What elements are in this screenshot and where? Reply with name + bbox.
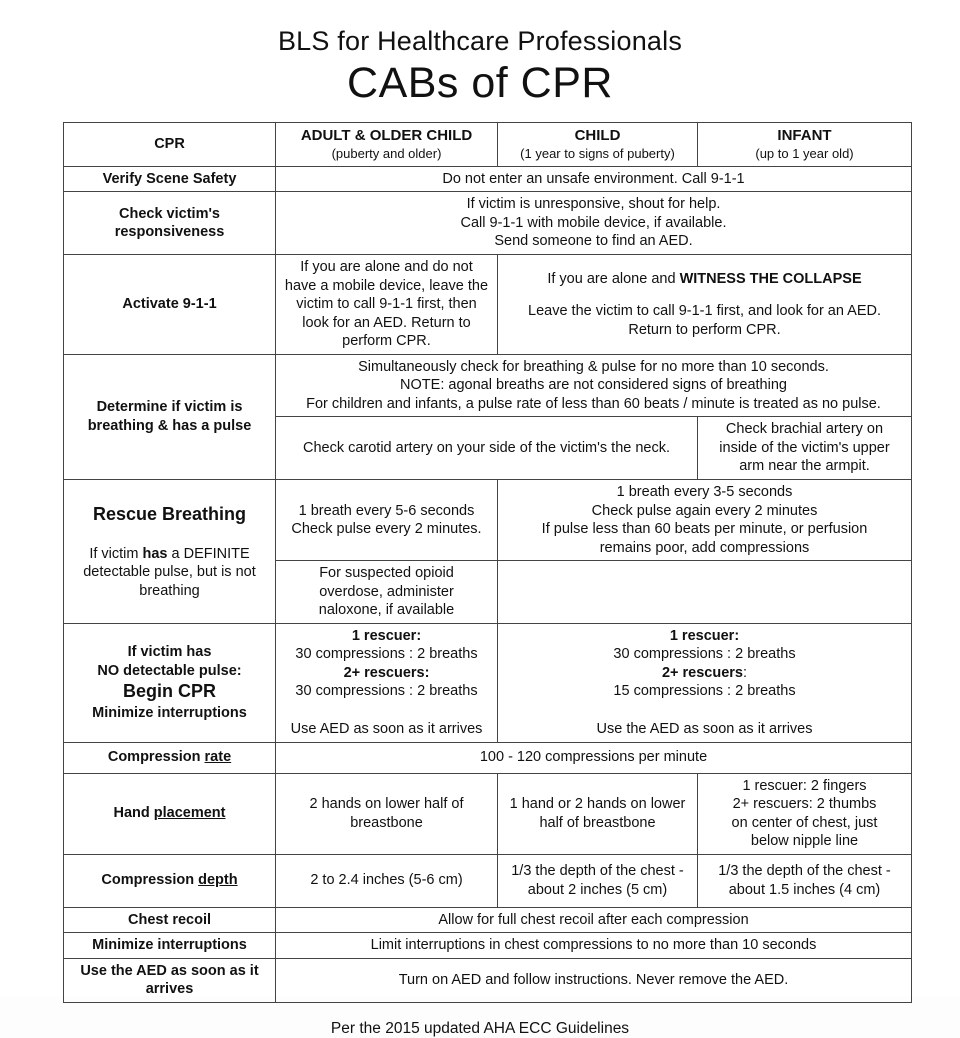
row-verify-scene-safety <box>64 166 912 192</box>
begin-cpr-ci-aed: Use the AED as soon as it arrives <box>596 721 813 738</box>
depth-adult-content: 2 to 2.4 inches (5-6 cm) <box>276 854 498 907</box>
begin-cpr-adult-r1: 30 compressions : 2 breaths <box>295 646 478 663</box>
rescue-ci-line2: Check pulse again every 2 minutes <box>591 502 818 519</box>
recoil-content: Allow for full chest recoil after each compression <box>276 907 912 933</box>
hand-infant-line4: below nipple line <box>750 833 859 850</box>
rescue-child-infant-empty-cell <box>498 561 912 624</box>
guidelines-footnote: Per the 2015 updated AHA ECC Guidelines <box>330 1019 630 1037</box>
verify-content: Do not enter an unsafe environment. Call 9-1-1 <box>276 166 912 192</box>
activate-ci-line1-prefix: If you are alone and <box>547 270 680 287</box>
begin-cpr-label-line2-bold: NO <box>97 662 120 679</box>
header-infant-sub: (up to 1 year old) <box>755 146 854 162</box>
determine-label <box>64 354 276 479</box>
row-minimize-interruptions <box>64 933 912 959</box>
rescue-label <box>64 480 276 624</box>
activate-ci-line3: Return to perform CPR. <box>628 321 781 338</box>
rate-label <box>64 742 276 773</box>
rescue-adult-bottom-line1: For suspected opioid <box>319 565 454 582</box>
activate-adult-text: If you are alone and do not have a mobile device, leave the victim to call 9-1-1 first, then look for an AED. Return to perform CPR. <box>284 259 489 350</box>
row-chest-recoil <box>64 907 912 933</box>
aed-content: Turn on AED and follow instructions. Never remove the AED. <box>276 958 912 1002</box>
header-infant <box>698 123 912 167</box>
begin-cpr-label-line3: Begin CPR <box>122 681 216 702</box>
begin-cpr-adult-r2-bold: 2+ rescuers: <box>343 664 430 681</box>
activate-ci-line1-bold: WITNESS THE COLLAPSE <box>679 270 862 287</box>
responsiveness-line2: Call 9-1-1 with mobile device, if available. <box>460 214 727 231</box>
hand-infant-content <box>698 773 912 854</box>
hand-adult-text: 2 hands on lower half of breastbone <box>309 796 464 831</box>
hand-label <box>64 773 276 854</box>
begin-cpr-ci-r2: 15 compressions : 2 breaths <box>613 683 796 700</box>
depth-infant-content <box>698 854 912 907</box>
rescue-adult-top-content <box>276 480 498 561</box>
begin-cpr-ci-r1: 30 compressions : 2 breaths <box>613 646 796 663</box>
aed-label-text: Use the AED as soon as it arrives <box>80 962 259 998</box>
header-adult <box>276 123 498 167</box>
rescue-ci-line4: remains poor, add compressions <box>599 539 810 556</box>
rescue-adult-top-line2: Check pulse every 2 minutes. <box>291 521 482 538</box>
determine-label-line2: breathing & has a pulse <box>87 417 252 434</box>
begin-cpr-adult-content <box>276 623 498 742</box>
determine-label-line1: Determine if victim is <box>96 399 243 416</box>
row-begin-cpr <box>64 623 912 742</box>
begin-cpr-label-line2 <box>70 662 269 681</box>
activate-ci-line1 <box>504 270 905 289</box>
depth-label-prefix: Compression <box>101 872 199 889</box>
rescue-label-l1b: has <box>142 545 168 562</box>
hand-child-content <box>498 773 698 854</box>
depth-label <box>64 854 276 907</box>
row-determine-breathing-top <box>64 354 912 417</box>
recoil-label: Chest recoil <box>64 907 276 933</box>
begin-cpr-ci-r2-bold: 2+ rescuers <box>661 664 743 681</box>
determine-all-line2: NOTE: agonal breaths are not considered signs of breathing <box>400 377 787 394</box>
row-hand-placement <box>64 773 912 854</box>
document-title: BLS for Healthcare Professionals <box>277 26 683 56</box>
header-child <box>498 123 698 167</box>
minimize-label: Minimize interruptions <box>64 933 276 959</box>
header-infant-title: INFANT <box>777 127 832 144</box>
cpr-table <box>63 122 912 1003</box>
depth-child-content <box>498 854 698 907</box>
hand-label-underlined: placement <box>153 805 226 822</box>
begin-cpr-label <box>64 623 276 742</box>
activate-child-infant-content <box>498 255 912 355</box>
rescue-adult-bottom-line3: naloxone, if available <box>318 602 455 619</box>
responsiveness-label: Check victim's responsiveness <box>64 192 276 255</box>
depth-child-line1: 1/3 the depth of the chest - <box>511 863 684 880</box>
determine-all-line3: For children and infants, a pulse rate of less than 60 beats / minute is treated as no pulse. <box>306 395 881 412</box>
begin-cpr-child-infant-content <box>498 623 912 742</box>
depth-infant-line1: 1/3 the depth of the chest - <box>718 863 891 880</box>
rescue-label-line1 <box>70 545 269 564</box>
hand-child-text: 1 hand or 2 hands on lower half of breastbone <box>509 796 686 831</box>
verify-label: Verify Scene Safety <box>64 166 276 192</box>
begin-cpr-adult-aed: Use AED as soon as it arrives <box>290 721 483 738</box>
responsiveness-content <box>276 192 912 255</box>
row-rescue-breathing-top <box>64 480 912 561</box>
row-activate-911 <box>64 255 912 355</box>
begin-cpr-label-line2-rest: detectable pulse: <box>119 662 242 679</box>
determine-all-line1: Simultaneously check for breathing & pulse for no more than 10 seconds. <box>358 358 829 375</box>
determine-infant-text: Check brachial artery on inside of the victim's upper arm near the armpit. <box>719 421 890 475</box>
rescue-label-line2: detectable pulse, but is not <box>83 564 256 581</box>
rescue-ci-line1: 1 breath every 3-5 seconds <box>616 484 793 501</box>
hand-infant-line3: on center of chest, just <box>731 814 878 831</box>
begin-cpr-label-line1: If victim has <box>127 644 212 661</box>
begin-cpr-label-line4: Minimize interruptions <box>92 704 247 721</box>
determine-infant-content <box>698 417 912 480</box>
rescue-label-l1c: a DEFINITE <box>167 545 250 562</box>
row-check-responsiveness <box>64 192 912 255</box>
rescue-label-line3: breathing <box>139 582 200 599</box>
header-adult-title: ADULT & OLDER CHILD <box>300 127 473 144</box>
depth-child-line2: about 2 inches (5 cm) <box>527 881 668 898</box>
hand-infant-line2: 2+ rescuers: 2 thumbs <box>732 796 877 813</box>
rescue-ci-line3: If pulse less than 60 beats per minute, or perfusion <box>541 521 868 538</box>
depth-label-underlined: depth <box>198 872 238 889</box>
determine-all-content <box>276 354 912 417</box>
header-adult-sub: (puberty and older) <box>331 146 442 162</box>
rescue-adult-top-line1: 1 breath every 5-6 seconds <box>298 502 475 519</box>
header-cpr: CPR <box>64 123 276 167</box>
row-compression-depth <box>64 854 912 907</box>
begin-cpr-ci-r2-colon: : <box>743 664 748 681</box>
document-subtitle: CABs of CPR <box>347 59 613 107</box>
rate-label-prefix: Compression <box>107 749 205 766</box>
activate-adult-content <box>276 255 498 355</box>
rescue-label-l1a: If victim <box>89 545 143 562</box>
rate-label-underlined: rate <box>204 749 232 766</box>
rate-content: 100 - 120 compressions per minute <box>276 742 912 773</box>
hand-label-prefix: Hand <box>113 805 154 822</box>
minimize-content: Limit interruptions in chest compressions to no more than 10 seconds <box>276 933 912 959</box>
responsiveness-line3: Send someone to find an AED. <box>494 233 693 250</box>
rescue-label-title: Rescue Breathing <box>92 503 247 524</box>
begin-cpr-adult-r2: 30 compressions : 2 breaths <box>295 683 478 700</box>
activate-label: Activate 9-1-1 <box>64 255 276 355</box>
row-compression-rate <box>64 742 912 773</box>
determine-adult-child-content: Check carotid artery on your side of the victim's the neck. <box>276 417 698 480</box>
hand-infant-line1: 1 rescuer: 2 fingers <box>742 777 867 794</box>
rescue-adult-bottom-content <box>276 561 498 624</box>
responsiveness-line1: If victim is unresponsive, shout for help. <box>466 196 721 213</box>
hand-adult-content <box>276 773 498 854</box>
begin-cpr-adult-r1-bold: 1 rescuer: <box>351 627 422 644</box>
rescue-adult-bottom-line2: overdose, administer <box>319 583 454 600</box>
activate-ci-line2: Leave the victim to call 9-1-1 first, and look for an AED. <box>528 303 881 320</box>
begin-cpr-ci-r1-bold: 1 rescuer: <box>669 627 740 644</box>
header-child-sub: (1 year to signs of puberty) <box>520 146 675 162</box>
depth-infant-line2: about 1.5 inches (4 cm) <box>728 881 881 898</box>
table-header-row <box>64 123 912 167</box>
rescue-child-infant-content <box>498 480 912 561</box>
header-child-title: CHILD <box>574 127 621 144</box>
